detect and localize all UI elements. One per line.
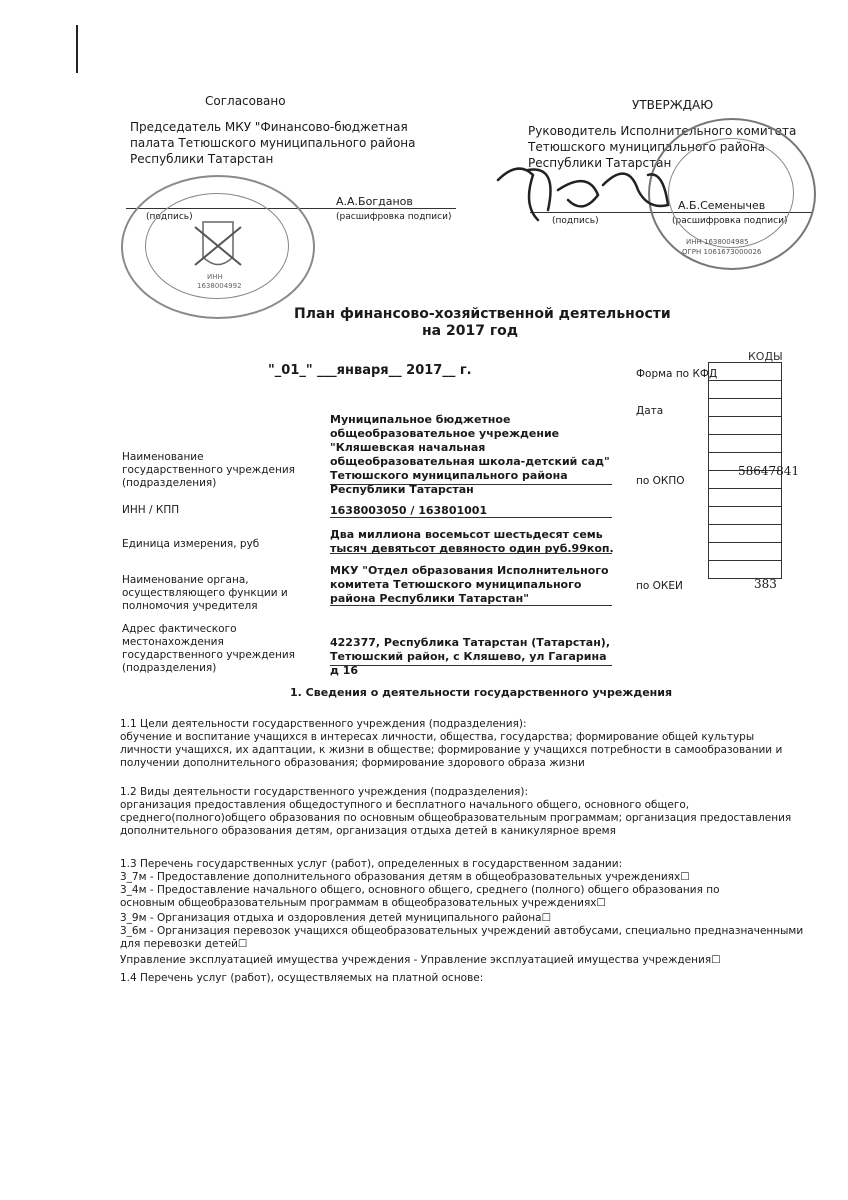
document-year: на 2017 год <box>422 323 519 339</box>
p13-item-2: 3_4м - Предоставление начального общего, основного общего, среднего (полного) общего образования по основным общеобразовательным программам в общеобразовательных учреждениях☐ <box>120 884 720 909</box>
code-okpo-label: по ОКПО <box>636 475 685 487</box>
approval-right-name: А.Б.Семенычев <box>678 199 766 212</box>
p13-item-3: 3_9м - Организация отдыха и оздоровления детей муниципального района☐ <box>120 912 552 924</box>
p11-title: 1.1 Цели деятельности государственного учреждения (подразделения): <box>120 718 527 730</box>
approval-right-line2: Тетюшского муниципального района <box>528 140 766 154</box>
approval-left-transcript-label: (расшифровка подписи) <box>336 212 452 222</box>
approval-right-transcript-label: (расшифровка подписи) <box>672 216 788 226</box>
field-inn-label: ИНН / КПП <box>122 504 180 516</box>
field-institution-value: Муниципальное бюджетное общеобразовательное учреждение "Кляшевская начальная общеобразовательная школа-детский сад" Тетюшского муниципального района Республики Татарстан <box>330 413 610 496</box>
field-inn-value: 1638003050 / 163801001 <box>330 504 488 517</box>
field-address-label: Адрес фактического местонахождения государственного учреждения (подразделения) <box>122 623 295 674</box>
handwritten-signature <box>488 150 688 230</box>
p12-text: организация предоставления общедоступного и бесплатного начального общего, основного общего, среднего(полного)общего образования по основным общеобразовательным программам; организация предоставления дополнительного образования детям, организация отдыха детей в каникулярное время <box>120 799 792 837</box>
official-seal-left <box>121 175 315 319</box>
p14-title: 1.4 Перечень услуг (работ), осуществляемых на платной основе: <box>120 972 484 984</box>
field-institution-underline <box>330 484 612 485</box>
section1-heading: 1. Сведения о деятельности государственного учреждения <box>290 686 673 699</box>
approval-left-line1: Председатель МКУ "Финансово-бюджетная <box>130 120 408 134</box>
seal-right-inn: ИНН 1638004985 <box>686 238 749 246</box>
code-date-label: Дата <box>636 405 664 417</box>
field-inn-underline <box>330 517 612 518</box>
document-date: "_01_" ___января__ 2017__ г. <box>268 363 472 378</box>
field-founder-value: МКУ "Отдел образования Исполнительного комитета Тетюшского муниципального района Республики Татарстан" <box>330 564 609 605</box>
code-okpo-value: 58647841 <box>738 464 800 478</box>
p12-title: 1.2 Виды деятельности государственного учреждения (подразделения): <box>120 786 528 798</box>
field-unit-underline <box>330 553 612 554</box>
code-okei-value: 383 <box>754 577 777 591</box>
p13-item-4: 3_6м - Организация перевозок учащихся общеобразовательных учреждений автобусами, специально предназначенными для перевозки детей☐ <box>120 925 804 950</box>
p13-item-1: 3_7м - Предоставление дополнительного образования детям в общеобразовательных учреждениях☐ <box>120 871 690 883</box>
approval-left-line2: палата Тетюшского муниципального района <box>130 136 416 150</box>
seal-left-inn-label: ИНН <box>207 273 223 281</box>
field-institution-label: Наименование государственного учреждения (подразделения) <box>122 451 295 489</box>
field-unit-label: Единица измерения, руб <box>122 538 260 550</box>
scan-mark <box>76 25 78 73</box>
seal-emblem-icon <box>123 177 313 317</box>
approval-left-line3: Республики Татарстан <box>130 152 274 166</box>
approval-left-heading: Согласовано <box>205 94 286 108</box>
p13-title: 1.3 Перечень государственных услуг (работ), определенных в государственном задании: <box>120 858 623 870</box>
field-founder-label: Наименование органа, осуществляющего функции и полномочия учредителя <box>122 574 288 612</box>
code-form-label: Форма по КФД <box>636 368 718 380</box>
field-address-value: 422377, Республика Татарстан (Татарстан), Тетюшский район, с Кляшево, ул Гагарина д 16 <box>330 636 611 677</box>
p13-item-5: Управление эксплуатацией имущества учреждения - Управление эксплуатацией имущества учреждения☐ <box>120 954 721 966</box>
seal-left-inn: 1638004992 <box>197 282 242 290</box>
approval-right-signature-label: (подпись) <box>552 216 599 226</box>
field-address-underline <box>330 665 612 666</box>
approval-left-signature-label: (подпись) <box>146 212 193 222</box>
approval-right-line1: Руководитель Исполнительного комитета <box>528 124 797 138</box>
document-title: План финансово-хозяйственной деятельности <box>294 306 671 322</box>
p11-text: обучение и воспитание учащихся в интересах личности, общества, государства; формирование общей культуры личности учащихся, их адаптации, к жизни в обществе; формирование у учащихся потребности в самообразовании и получении дополнительного образования; формирование здорового образа жизни <box>120 731 783 769</box>
approval-left-name: А.А.Богданов <box>336 195 413 208</box>
codes-header: КОДЫ <box>748 350 783 363</box>
approval-right-heading: УТВЕРЖДАЮ <box>632 98 714 112</box>
approval-right-line3: Республики Татарстан <box>528 156 672 170</box>
seal-right-ogrn: ОГРН 1061673000026 <box>682 248 762 256</box>
field-founder-underline <box>330 605 612 606</box>
code-okei-label: по ОКЕИ <box>636 580 683 592</box>
field-unit-value: Два миллиона восемьсот шестьдесят семь тысяч девятьсот девяносто один руб.99коп. <box>330 528 614 555</box>
